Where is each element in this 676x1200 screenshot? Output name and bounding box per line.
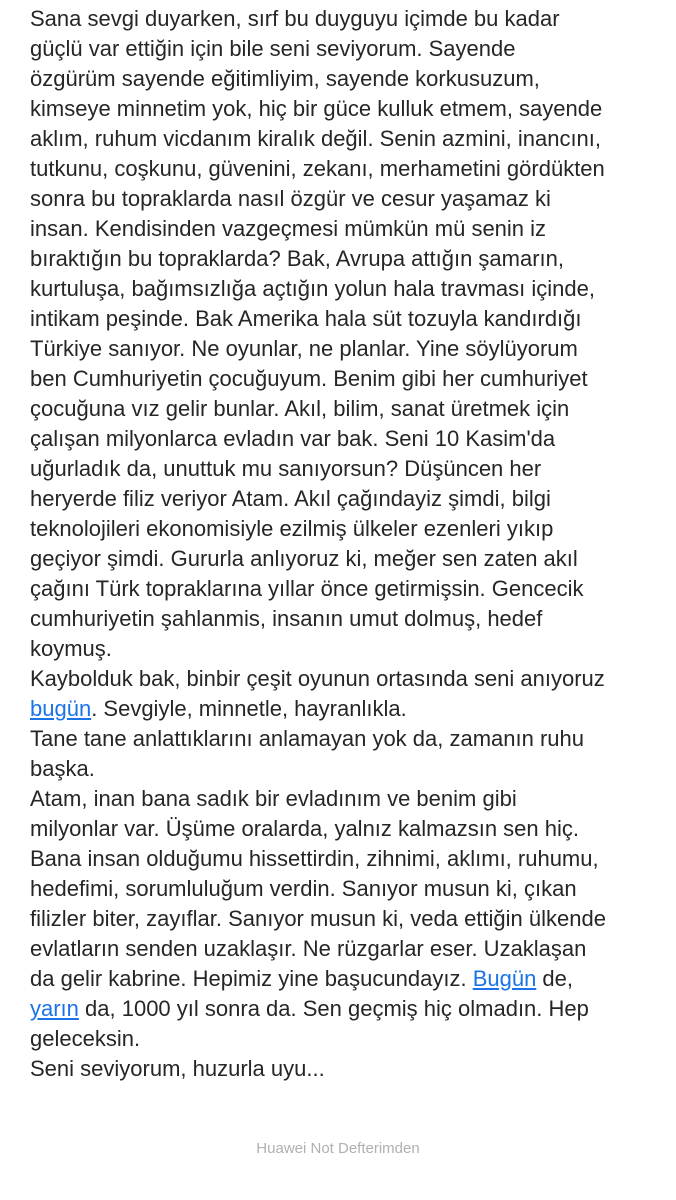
note-line-with-link (30, 964, 660, 994)
note-line-text: de, (536, 966, 574, 991)
note-line: kimseye minnetim yok, hiç bir güce kulluk etmem, sayende (30, 96, 603, 121)
note-line: milyonlar var. Üşüme oralarda, yalnız kalmazsın sen hiç. (30, 816, 579, 841)
note-line: Atam, inan bana sadık bir evladınım ve benim gibi (30, 786, 517, 811)
note-line-with-link (30, 694, 660, 724)
link-yarin[interactable]: yarın (30, 996, 79, 1021)
note-line: ben Cumhuriyetin çocuğuyum. Benim gibi her cumhuriyet (30, 366, 588, 391)
note-line: kurtuluşa, bağımsızlığa açtığın yolun hala travması içinde, (30, 276, 595, 301)
note-line: geçiyor şimdi. Gururla anlıyoruz ki, meğer sen zaten akıl (30, 546, 578, 571)
note-line: başka. (30, 756, 95, 781)
note-line: Kaybolduk bak, binbir çeşit oyunun ortasında seni anıyoruz (30, 666, 605, 691)
note-line: Seni seviyorum, huzurla uyu... (30, 1056, 325, 1081)
note-line: bıraktığın bu topraklarda? Bak, Avrupa attığın şamarın, (30, 246, 565, 271)
link-bugun[interactable]: bugün (30, 696, 92, 721)
note-line: çağını Türk topraklarına yıllar önce getirmişsin. Gencecik (30, 576, 584, 601)
note-line: insan. Kendisinden vazgeçmesi mümkün mü senin iz (30, 216, 547, 241)
note-line-text: da gelir kabrine. Hepimiz yine başucundayız. (30, 966, 473, 991)
note-line: güçlü var ettiğin için bile seni seviyorum. Sayende (30, 36, 516, 61)
note-line: hedefimi, sorumluluğum verdin. Sanıyor musun ki, çıkan (30, 876, 577, 901)
link-bugun-capital[interactable]: Bugün (472, 966, 537, 991)
note-line: tutkunu, coşkunu, güvenini, zekanı, merhametini gördükten (30, 156, 605, 181)
note-line: teknolojileri ekonomisiyle ezilmiş ülkeler ezenleri yıkıp (30, 516, 554, 541)
note-line: çalışan milyonlarca evladın var bak. Seni 10 Kasim'da (30, 426, 556, 451)
note-line: uğurladık da, unuttuk mu sanıyorsun? Düşüncen her (30, 456, 542, 481)
note-line: koymuş. (30, 636, 112, 661)
note-line: Sana sevgi duyarken, sırf bu duyguyu içimde bu kadar (30, 6, 560, 31)
note-line: sonra bu topraklarda nasıl özgür ve cesur yaşamaz ki (30, 186, 551, 211)
note-line: intikam peşinde. Bak Amerika hala süt tozuyla kandırdığı (30, 306, 582, 331)
note-line-text: . Sevgiyle, minnetle, hayranlıkla. (91, 696, 407, 721)
note-line: Tane tane anlattıklarını anlamayan yok da, zamanın ruhu (30, 726, 585, 751)
note-line: heryerde filiz veriyor Atam. Akıl çağındayiz şimdi, bilgi (30, 486, 551, 511)
note-line: geleceksin. (30, 1026, 141, 1051)
note-body (30, 4, 660, 1084)
note-line: özgürüm sayende eğitimliyim, sayende korkusuzum, (30, 66, 540, 91)
note-line-text: da, 1000 yıl sonra da. Sen geçmiş hiç olmadın. Hep (78, 996, 589, 1021)
note-line: Bana insan olduğumu hissettirdin, zihnimi, aklımı, ruhumu, (30, 846, 599, 871)
note-line-with-link (30, 994, 660, 1024)
note-line: filizler biter, zayıflar. Sanıyor musun ki, veda ettiğin ülkende (30, 906, 606, 931)
note-line: Türkiye sanıyor. Ne oyunlar, ne planlar. Yine söylüyorum (30, 336, 578, 361)
note-line: çocuğuna vız gelir bunlar. Akıl, bilim, sanat üretmek için (30, 396, 570, 421)
note-line: cumhuriyetin şahlanmis, insanın umut dolmuş, hedef (30, 606, 543, 631)
note-line: evlatların senden uzaklaşır. Ne rüzgarlar eser. Uzaklaşan (30, 936, 587, 961)
note-line: aklım, ruhum vicdanım kiralık değil. Senin azmini, inancını, (30, 126, 602, 151)
note-footer-signature: Huawei Not Defterimden (256, 1140, 420, 1157)
